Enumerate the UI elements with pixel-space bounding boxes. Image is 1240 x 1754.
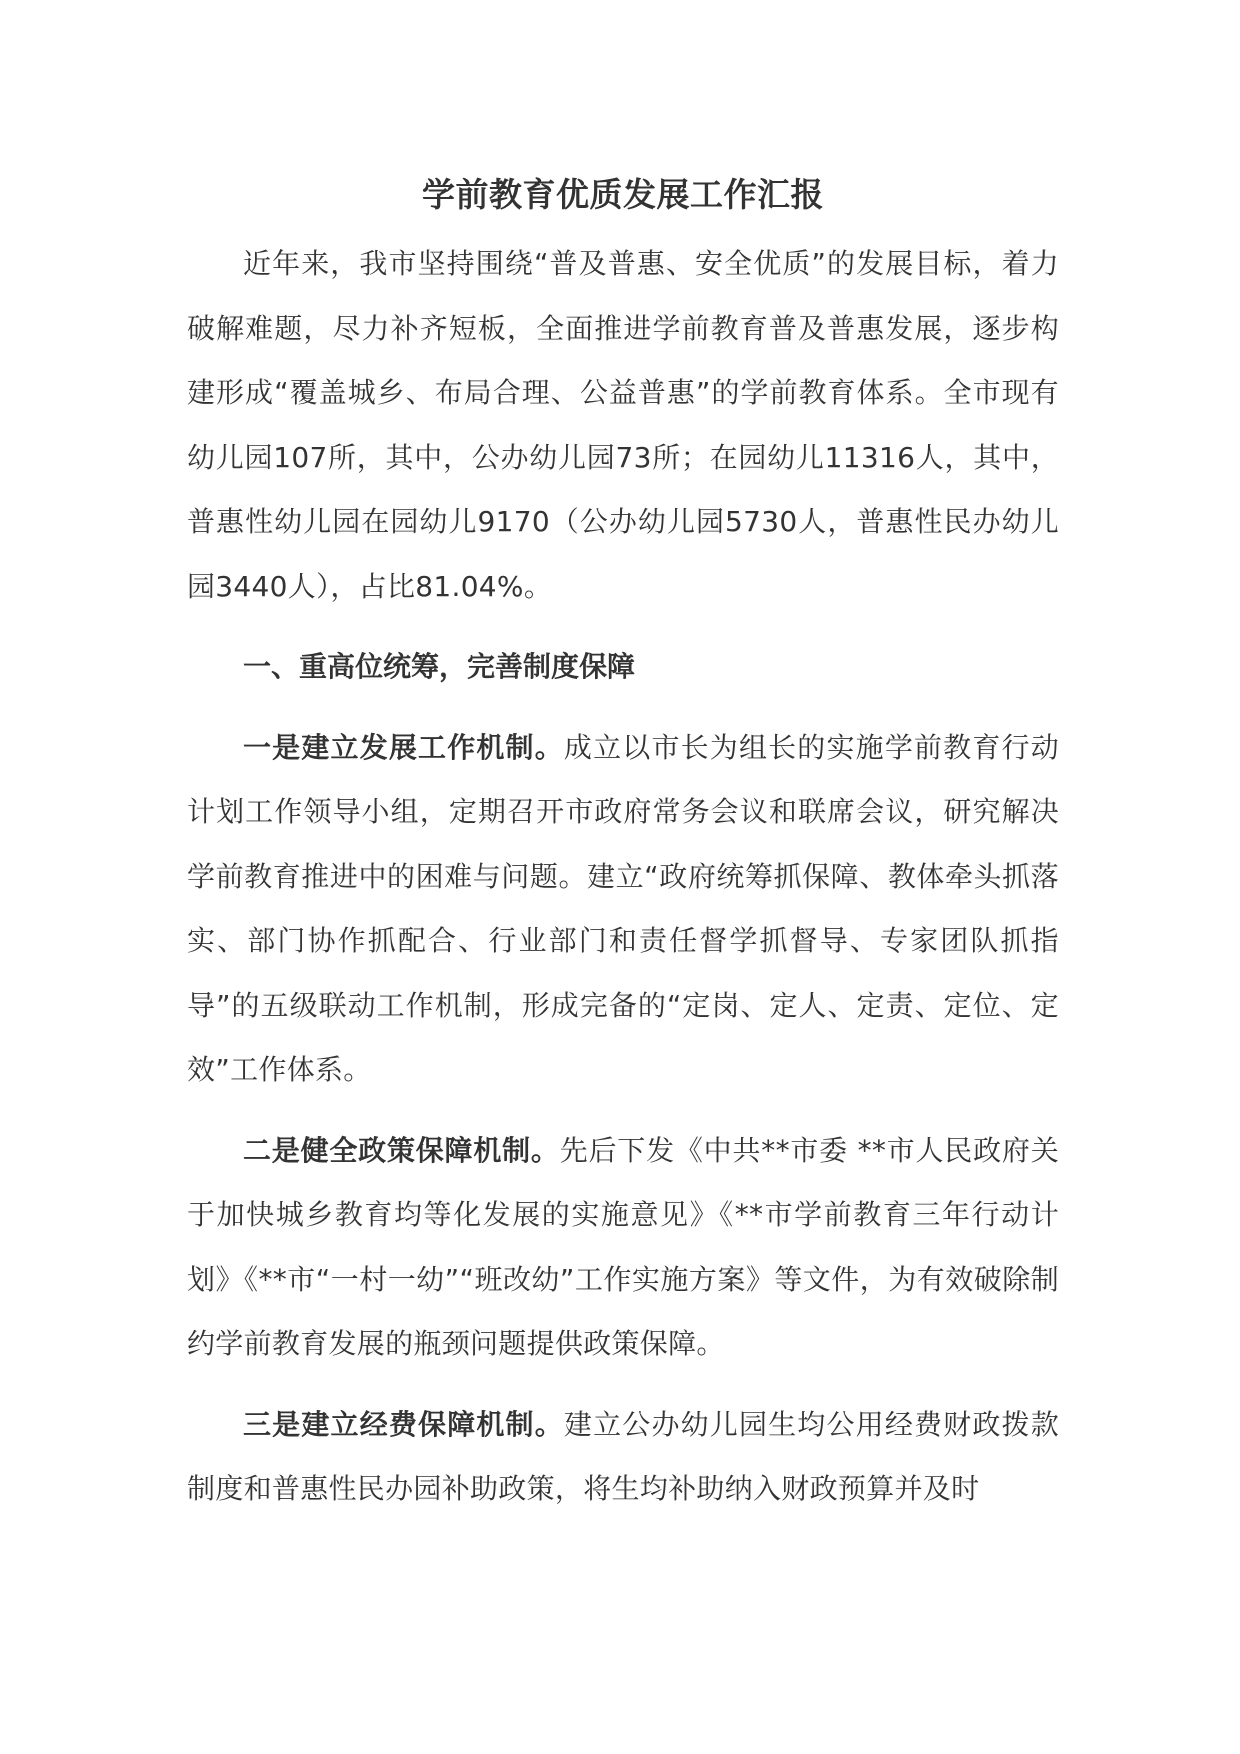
paragraph-body: 先后下发《中共**市委 **市人民政府关于加快城乡教育均等化发展的实施意见》《**市学前教育三年行动计划》《**市“一村一幼”“班改幼”工作实施方案》等文件，为有效破除制约学前教育发展的瓶颈问题提供政策保障。 bbox=[187, 1133, 1059, 1360]
document-page bbox=[187, 170, 1059, 1538]
paragraph-lead: 二是健全政策保障机制。 bbox=[243, 1133, 560, 1167]
document-title: 学前教育优质发展工作汇报 bbox=[422, 175, 824, 214]
paragraph-lead: 三是建立经费保障机制。 bbox=[243, 1407, 564, 1441]
paragraph-lead: 一是建立发展工作机制。 bbox=[243, 730, 564, 764]
mechanism-paragraph-3 bbox=[187, 1393, 1059, 1522]
section-heading: 一、重高位统筹，完善制度保障 bbox=[243, 650, 636, 683]
mechanism-paragraph-1 bbox=[187, 716, 1059, 1103]
intro-paragraph: 近年来，我市坚持围绕“普及普惠、安全优质”的发展目标，着力破解难题，尽力补齐短板，全面推进学前教育普及普惠发展，逐步构建形成“覆盖城乡、布局合理、公益普惠”的学前教育体系。全市现有幼儿园107所，其中，公办幼儿园73所；在园幼儿11316人，其中，普惠性幼儿园在园幼儿9170（公办幼儿园5730人，普惠性民办幼儿园3440人），占比81.04%。 bbox=[187, 247, 1059, 603]
paragraph-body: 成立以市长为组长的实施学前教育行动计划工作领导小组，定期召开市政府常务会议和联席会议，研究解决学前教育推进中的困难与问题。建立“政府统筹抓保障、教体牵头抓落实、部门协作抓配合、行业部门和责任督学抓督导、专家团队抓指导”的五级联动工作机制，形成完备的“定岗、定人、定责、定位、定效”工作体系。 bbox=[187, 730, 1059, 1086]
mechanism-paragraph-2 bbox=[187, 1119, 1059, 1377]
paragraph-body: 建立公办幼儿园生均公用经费财政拨款制度和普惠性民办园补助政策，将生均补助纳入财政预算并及时 bbox=[187, 1407, 1059, 1505]
